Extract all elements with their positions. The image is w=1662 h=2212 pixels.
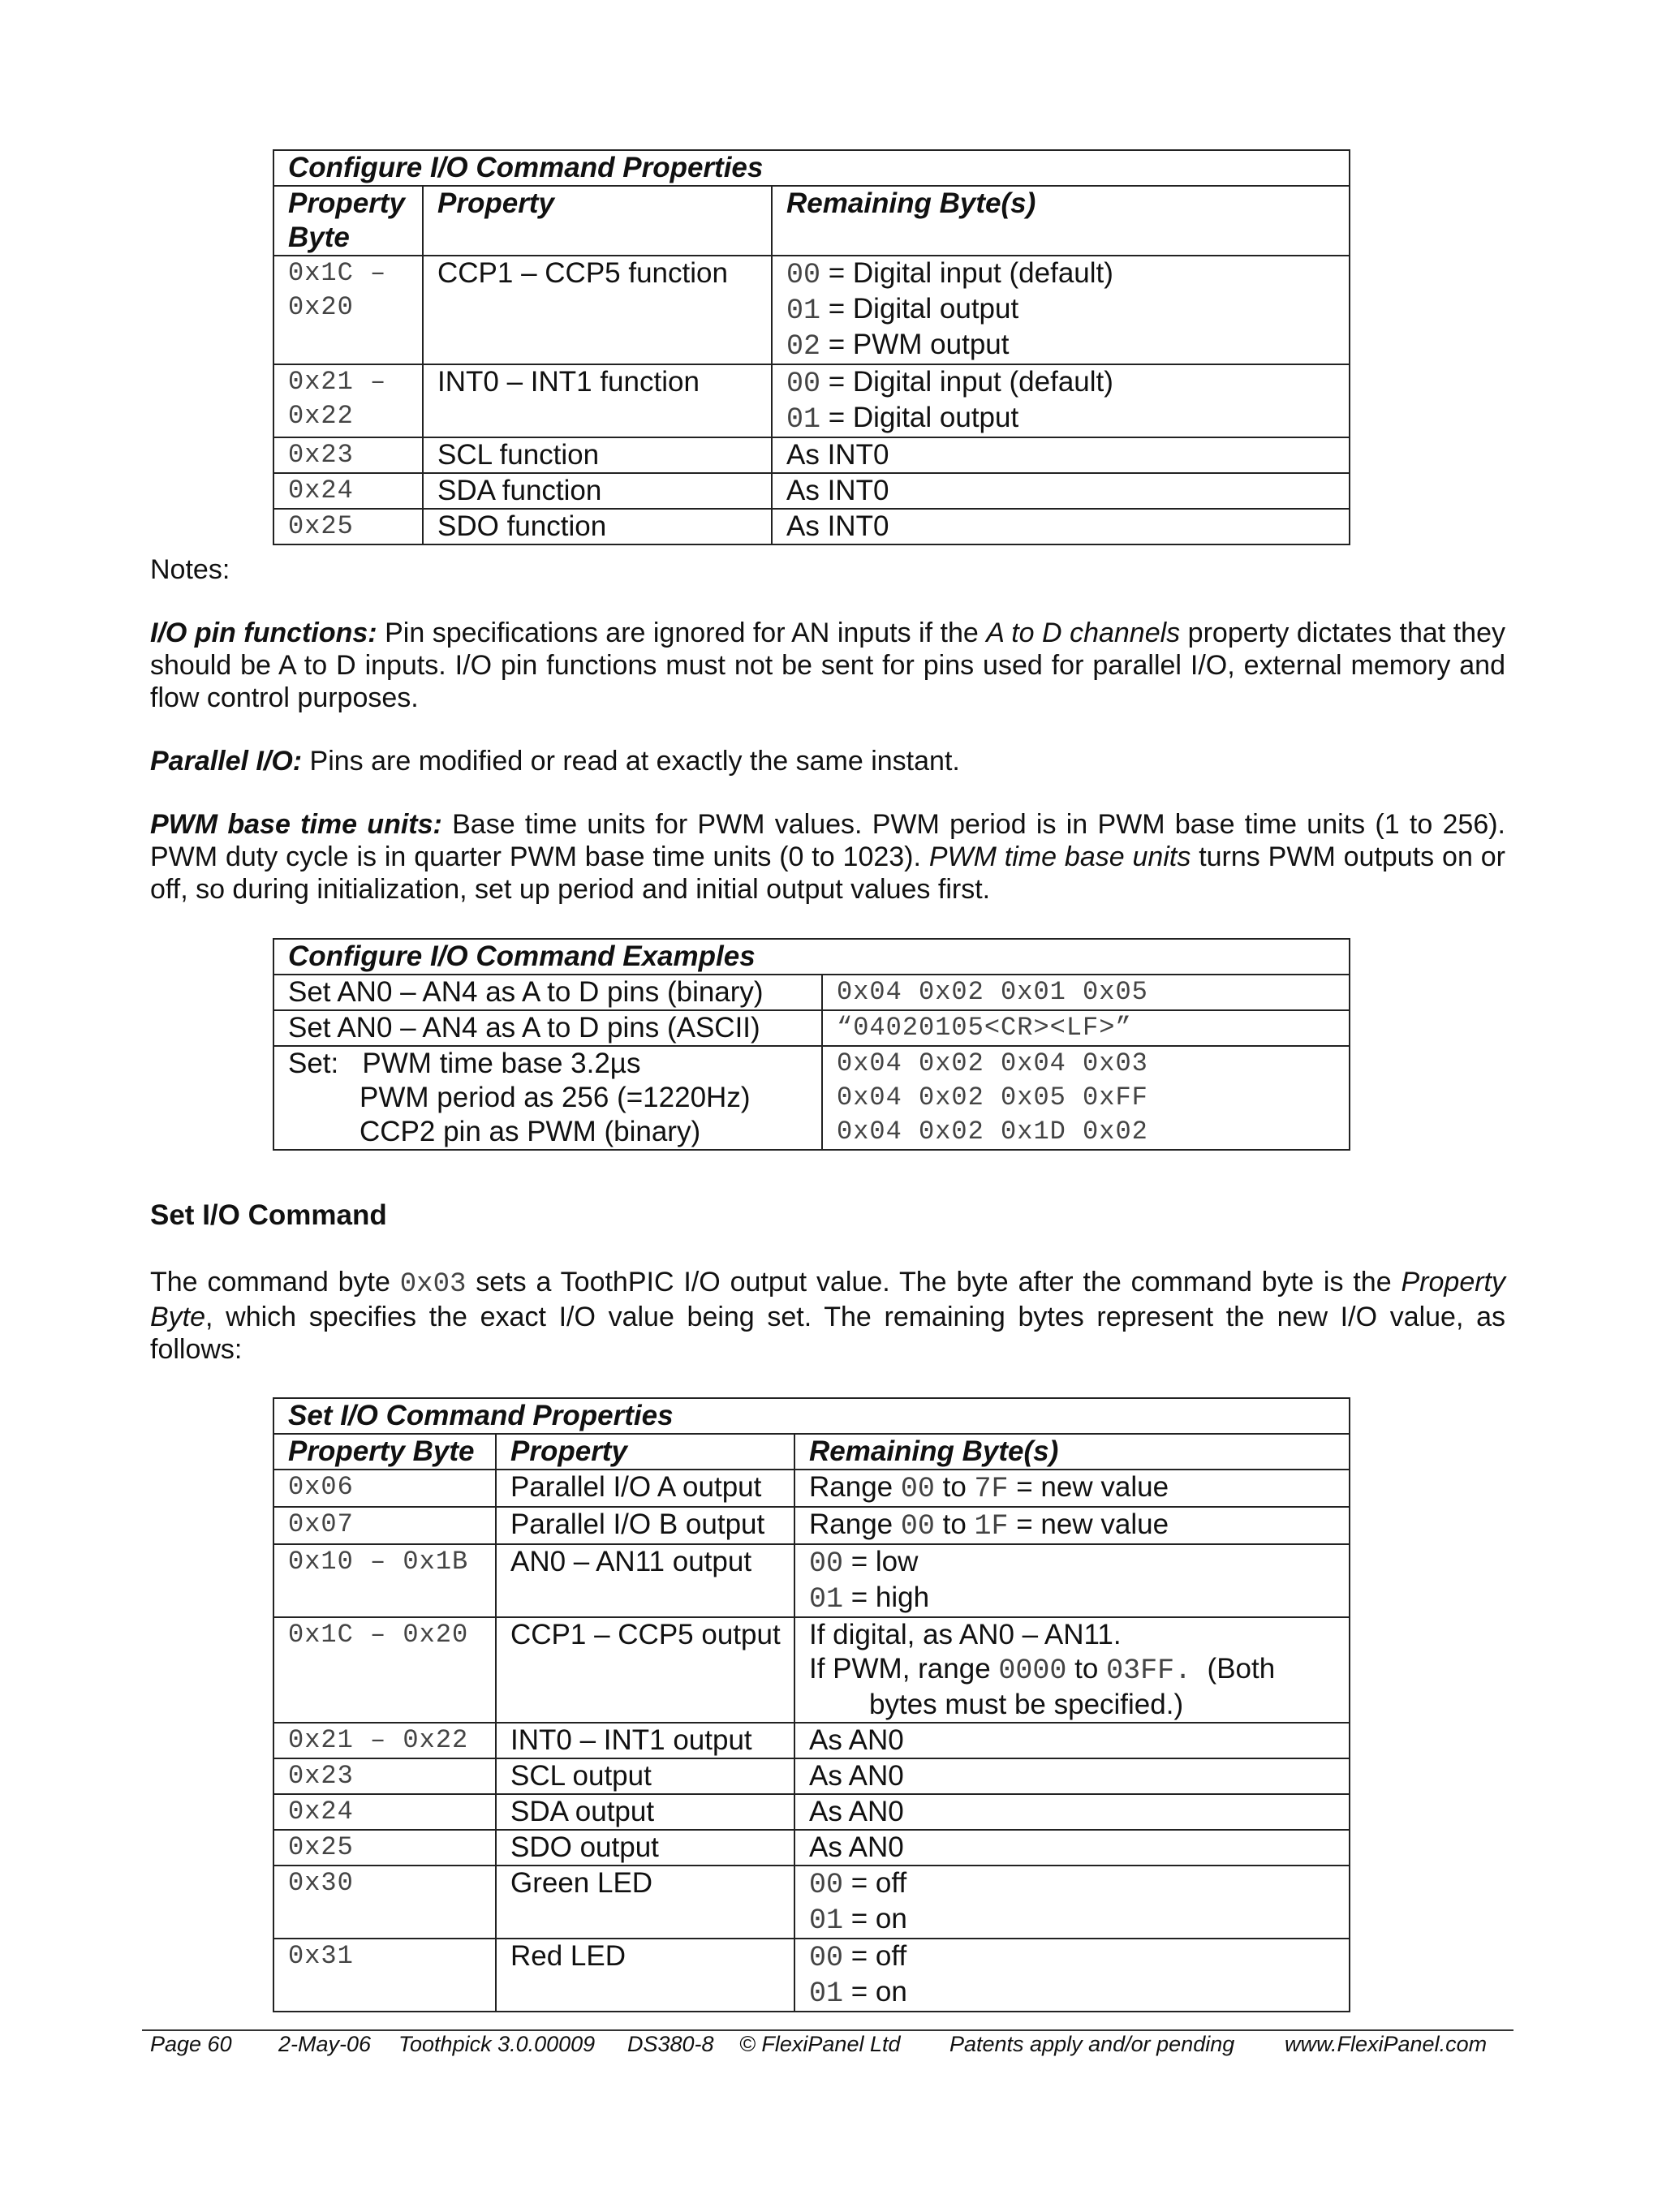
footer-website-link[interactable]: www.FlexiPanel.com xyxy=(1285,2032,1488,2056)
example-code: 0x04 0x02 0x04 0x03 0x04 0x02 0x05 0xFF 0x04 0x02 0x1D 0x02 xyxy=(822,1046,1350,1150)
table-row xyxy=(273,1939,1350,2012)
notes-label: Notes: xyxy=(150,554,230,585)
table-row xyxy=(273,1830,1350,1866)
table-caption: Configure I/O Command Examples xyxy=(273,939,1350,975)
remaining-bytes-cell: 00 = Digital input (default) 01 = Digital output 02 = PWM output xyxy=(772,256,1350,364)
column-header: Property xyxy=(496,1434,794,1470)
remaining-bytes-cell: As INT0 xyxy=(772,437,1350,473)
footer-divider xyxy=(142,2029,1513,2031)
remaining-bytes-cell: As INT0 xyxy=(772,509,1350,544)
property-cell: SDA output xyxy=(496,1794,794,1830)
remaining-bytes-cell: 00 = off 01 = on xyxy=(794,1939,1350,2012)
column-header: Remaining Byte(s) xyxy=(794,1434,1350,1470)
table-row xyxy=(273,1010,1350,1046)
table-row xyxy=(273,437,1350,473)
table-row xyxy=(273,256,1350,364)
table-row xyxy=(273,1794,1350,1830)
config-properties-table xyxy=(273,149,1350,545)
property-byte-cell: 0x30 xyxy=(273,1866,496,1939)
column-header: Property xyxy=(423,186,772,256)
property-cell: Parallel I/O B output xyxy=(496,1507,794,1544)
table-row xyxy=(273,1507,1350,1544)
table-row xyxy=(273,1544,1350,1617)
footer-doc-id: DS380-8 xyxy=(627,2032,714,2056)
example-description: Set AN0 – AN4 as A to D pins (binary) xyxy=(273,975,822,1010)
property-byte-cell: 0x24 xyxy=(273,1794,496,1830)
property-byte-cell: 0x24 xyxy=(273,473,423,509)
page-footer xyxy=(150,2032,1505,2064)
note-pwm-base-time-units: PWM base time units: Base time units for PWM values. PWM period is in PWM base time units (1 to 256). PWM duty cycle is in quarter PWM base time units (0 to 1023). PWM time base units turns PWM outputs on or off, so during initialization, set up period and initial output values first. xyxy=(150,809,1506,905)
note-parallel-io: Parallel I/O: Pins are modified or read at exactly the same instant. xyxy=(150,746,960,777)
property-byte-cell: 0x23 xyxy=(273,437,423,473)
example-code: “04020105<CR><LF>” xyxy=(822,1010,1350,1046)
property-byte-cell: 0x21 – 0x22 xyxy=(273,364,423,437)
property-cell: Green LED xyxy=(496,1866,794,1939)
property-cell: Parallel I/O A output xyxy=(496,1470,794,1507)
remaining-bytes-cell: As AN0 xyxy=(794,1830,1350,1866)
config-examples-table xyxy=(273,938,1350,1151)
remaining-bytes-cell: As AN0 xyxy=(794,1758,1350,1794)
set-io-description: The command byte 0x03 sets a ToothPIC I/O output value. The byte after the command byte is the Property Byte, which specifies the exact I/O value being set. The remaining bytes represent the new I/O value, as follows: xyxy=(150,1267,1505,1365)
property-byte-cell: 0x1C – 0x20 xyxy=(273,1617,496,1723)
section-heading: Set I/O Command xyxy=(150,1199,387,1231)
remaining-bytes-cell: 00 = low 01 = high xyxy=(794,1544,1350,1617)
property-byte-cell: 0x25 xyxy=(273,509,423,544)
column-header: Remaining Byte(s) xyxy=(772,186,1350,256)
remaining-bytes-cell: 00 = off 01 = on xyxy=(794,1866,1350,1939)
table-row xyxy=(273,975,1350,1010)
property-cell: SDO output xyxy=(496,1830,794,1866)
table-row xyxy=(273,1758,1350,1794)
example-description: Set AN0 – AN4 as A to D pins (ASCII) xyxy=(273,1010,822,1046)
property-cell: AN0 – AN11 output xyxy=(496,1544,794,1617)
table-row xyxy=(273,364,1350,437)
table-row xyxy=(273,1617,1350,1723)
property-cell: INT0 – INT1 function xyxy=(423,364,772,437)
remaining-bytes-cell: If digital, as AN0 – AN11. If PWM, range 0000 to 03FF. (Both bytes must be specified.) xyxy=(794,1617,1350,1723)
property-byte-cell: 0x10 – 0x1B xyxy=(273,1544,496,1617)
table-caption: Configure I/O Command Properties xyxy=(273,150,1350,186)
property-cell: Red LED xyxy=(496,1939,794,2012)
table-row xyxy=(273,1470,1350,1507)
remaining-bytes-cell: As AN0 xyxy=(794,1723,1350,1758)
property-byte-cell: 0x25 xyxy=(273,1830,496,1866)
note-io-pin-functions: I/O pin functions: Pin specifications are ignored for AN inputs if the A to D channels property dictates that they should be A to D inputs. I/O pin functions must not be sent for pins used for parallel I/O, external memory and flow control purposes. xyxy=(150,618,1506,713)
footer-product: Toothpick 3.0.00009 xyxy=(398,2032,596,2056)
property-byte-cell: 0x1C – 0x20 xyxy=(273,256,423,364)
footer-copyright: © FlexiPanel Ltd xyxy=(739,2032,901,2056)
remaining-bytes-cell: 00 = Digital input (default) 01 = Digital output xyxy=(772,364,1350,437)
remaining-bytes-cell: As INT0 xyxy=(772,473,1350,509)
table-row xyxy=(273,473,1350,509)
table-row xyxy=(273,1046,1350,1150)
column-header: Property Byte xyxy=(273,186,423,256)
column-header: Property Byte xyxy=(273,1434,496,1470)
table-row xyxy=(273,509,1350,544)
property-byte-cell: 0x23 xyxy=(273,1758,496,1794)
remaining-bytes-cell: Range 00 to 1F = new value xyxy=(794,1507,1350,1544)
table-row xyxy=(273,1723,1350,1758)
property-cell: SCL function xyxy=(423,437,772,473)
property-cell: SDA function xyxy=(423,473,772,509)
property-cell: CCP1 – CCP5 function xyxy=(423,256,772,364)
property-byte-cell: 0x07 xyxy=(273,1507,496,1544)
property-cell: CCP1 – CCP5 output xyxy=(496,1617,794,1723)
example-description: Set: PWM time base 3.2µs PWM period as 256 (=1220Hz) CCP2 pin as PWM (binary) xyxy=(273,1046,822,1150)
property-cell: SDO function xyxy=(423,509,772,544)
table-caption: Set I/O Command Properties xyxy=(273,1398,1350,1434)
footer-date: 2-May-06 xyxy=(278,2032,372,2056)
footer-page-number: Page 60 xyxy=(150,2032,232,2056)
remaining-bytes-cell: As AN0 xyxy=(794,1794,1350,1830)
property-byte-cell: 0x31 xyxy=(273,1939,496,2012)
footer-patents: Patents apply and/or pending xyxy=(949,2032,1235,2056)
set-properties-table xyxy=(273,1397,1350,2012)
property-cell: SCL output xyxy=(496,1758,794,1794)
table-row xyxy=(273,1866,1350,1939)
property-cell: INT0 – INT1 output xyxy=(496,1723,794,1758)
property-byte-cell: 0x21 – 0x22 xyxy=(273,1723,496,1758)
remaining-bytes-cell: Range 00 to 7F = new value xyxy=(794,1470,1350,1507)
property-byte-cell: 0x06 xyxy=(273,1470,496,1507)
example-code: 0x04 0x02 0x01 0x05 xyxy=(822,975,1350,1010)
